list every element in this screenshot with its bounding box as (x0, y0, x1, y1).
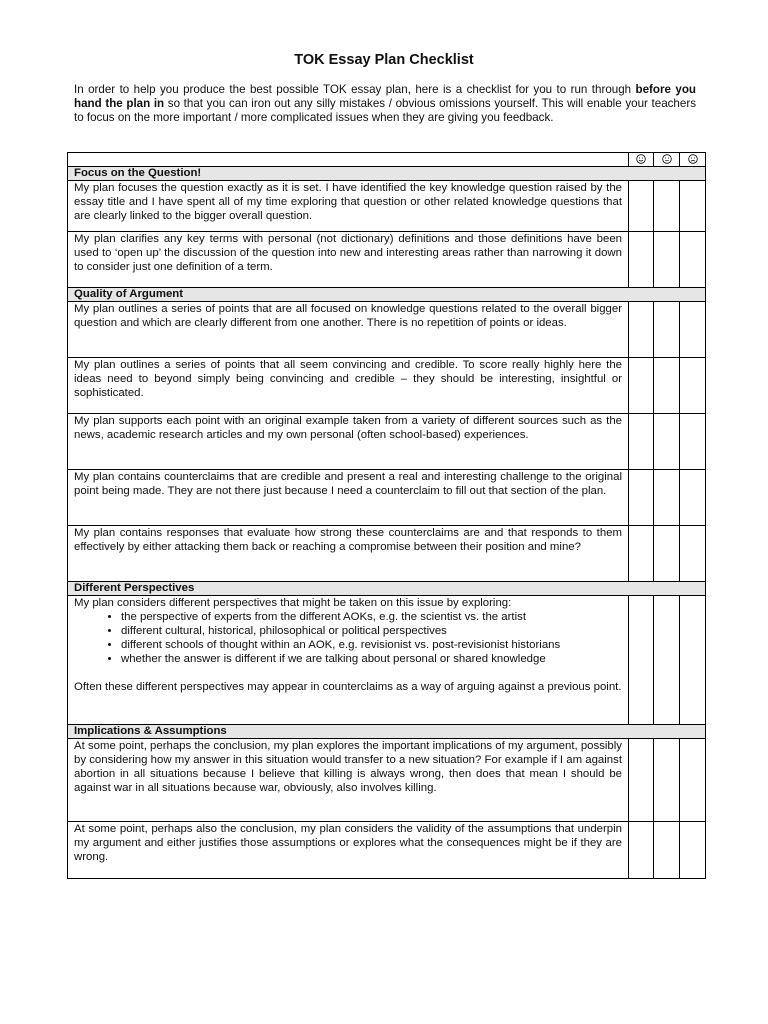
checklist-row (68, 232, 706, 288)
section-title: Different Perspectives (68, 582, 706, 596)
checklist-row (68, 596, 706, 725)
rating-cell-sad[interactable] (680, 181, 706, 232)
section-header-row (68, 288, 706, 302)
rating-cell-neutral[interactable] (654, 739, 680, 822)
rating-cell-sad[interactable] (680, 302, 706, 358)
rating-cell-sad[interactable] (680, 822, 706, 879)
list-item: • the perspective of experts from the different AOKs, e.g. the scientist vs. the artist (121, 610, 622, 624)
rating-cell-happy[interactable] (629, 596, 654, 725)
header-neutral-cell (654, 153, 680, 167)
rating-cell-happy[interactable] (629, 232, 654, 288)
rating-cell-neutral[interactable] (654, 414, 680, 470)
rating-cell-neutral[interactable] (654, 470, 680, 526)
intro-text-2: so that you can iron out any silly mistakes / obvious omissions yourself. This will enable your teachers to focus on the more important / more complicated issues when they are giving you feedback. (74, 97, 696, 124)
rating-cell-happy[interactable] (629, 822, 654, 879)
checklist-row (68, 302, 706, 358)
rating-cell-neutral[interactable] (654, 822, 680, 879)
intro-paragraph (74, 83, 696, 125)
rating-cell-neutral[interactable] (654, 596, 680, 725)
checklist-item-text: My plan contains responses that evaluate how strong these counterclaims are and that responds to them effectively by either attacking them back or reaching a compromise between their position and mine? (68, 526, 629, 582)
rating-cell-happy[interactable] (629, 470, 654, 526)
header-happy-cell (629, 153, 654, 167)
checklist-item-text: At some point, perhaps also the conclusion, my plan considers the validity of the assumptions that underpin my argument and either justifies those assumptions or explores what the consequences might be if they are wrong. (68, 822, 629, 879)
perspectives-list (74, 610, 622, 666)
checklist-item-text: My plan outlines a series of points that all seem convincing and credible. To score really highly here the ideas need to beyond simply being convincing and credible – they should be interesting, insightful or sophisticated. (68, 358, 629, 414)
table-header-row (68, 153, 706, 167)
checklist-row (68, 470, 706, 526)
rating-cell-sad[interactable] (680, 526, 706, 582)
intro-bold-text: before you hand the plan in (74, 83, 696, 110)
checklist-row (68, 526, 706, 582)
section-header-row (68, 582, 706, 596)
header-blank-cell (68, 153, 629, 167)
checklist-item-text (68, 596, 629, 725)
section-title: Implications & Assumptions (68, 725, 706, 739)
rating-cell-happy[interactable] (629, 181, 654, 232)
rating-cell-happy[interactable] (629, 302, 654, 358)
page-title: TOK Essay Plan Checklist (294, 52, 474, 68)
checklist-item-text: My plan clarifies any key terms with personal (not dictionary) definitions and those definitions have been used to ‘open up’ the discussion of the question into new and interesting areas rather than narrowing it down to consider just one definition of a term. (68, 232, 629, 288)
checklist-row (68, 739, 706, 822)
intro-text-1: In order to help you produce the best possible TOK essay plan, here is a checklist for you to run through (74, 83, 636, 96)
checklist-row (68, 414, 706, 470)
checklist-row (68, 181, 706, 232)
section-title: Quality of Argument (68, 288, 706, 302)
checklist-row (68, 358, 706, 414)
rating-cell-neutral[interactable] (654, 526, 680, 582)
smiley-happy-icon (636, 154, 646, 164)
rating-cell-sad[interactable] (680, 414, 706, 470)
checklist-item-text: My plan focuses the question exactly as it is set. I have identified the key knowledge question raised by the essay title and I have spent all of my time exploring that question or other related knowledge questions that are clearly linked to the bigger overall question. (68, 181, 629, 232)
rating-cell-neutral[interactable] (654, 232, 680, 288)
rating-cell-happy[interactable] (629, 739, 654, 822)
section-header-row (68, 167, 706, 181)
rating-cell-happy[interactable] (629, 358, 654, 414)
rating-cell-happy[interactable] (629, 414, 654, 470)
smiley-neutral-icon (662, 154, 672, 164)
header-sad-cell (680, 153, 706, 167)
rating-cell-neutral[interactable] (654, 181, 680, 232)
perspectives-lead: My plan considers different perspectives that might be taken on this issue by exploring: (74, 597, 512, 609)
list-item: • different cultural, historical, philosophical or political perspectives (121, 624, 622, 638)
checklist-table (67, 152, 706, 879)
checklist-item-text: My plan contains counterclaims that are credible and present a real and interesting challenge to the original point being made. They are not there just because I need a counterclaim to fill out that section of the plan. (68, 470, 629, 526)
checklist-item-text: My plan supports each point with an original example taken from a variety of different sources such as the news, academic research articles and my own personal (often school-based) experiences. (68, 414, 629, 470)
checklist-item-text: At some point, perhaps the conclusion, my plan explores the important implications of my argument, possibly by considering how my answer in this situation would transfer to a new situation? For example if I am against abortion in all situations because I believe that killing is always wrong, then does that mean I should be against war in all situations because war, obviously, also involves killing. (68, 739, 629, 822)
perspectives-closing: Often these different perspectives may appear in counterclaims as a way of arguing against a previous point. (74, 681, 622, 693)
rating-cell-sad[interactable] (680, 739, 706, 822)
list-item: • different schools of thought within an AOK, e.g. revisionist vs. post-revisionist historians (121, 638, 622, 652)
list-item: • whether the answer is different if we are talking about personal or shared knowledge (121, 652, 622, 666)
section-title: Focus on the Question! (68, 167, 706, 181)
checklist-row (68, 822, 706, 879)
rating-cell-neutral[interactable] (654, 302, 680, 358)
rating-cell-happy[interactable] (629, 526, 654, 582)
checklist-item-text: My plan outlines a series of points that are all focused on knowledge questions related to the overall bigger question and which are clearly different from one another. There is no repetition of points or ideas. (68, 302, 629, 358)
section-header-row (68, 725, 706, 739)
rating-cell-neutral[interactable] (654, 358, 680, 414)
rating-cell-sad[interactable] (680, 596, 706, 725)
rating-cell-sad[interactable] (680, 470, 706, 526)
rating-cell-sad[interactable] (680, 358, 706, 414)
smiley-sad-icon (688, 154, 698, 164)
rating-cell-sad[interactable] (680, 232, 706, 288)
